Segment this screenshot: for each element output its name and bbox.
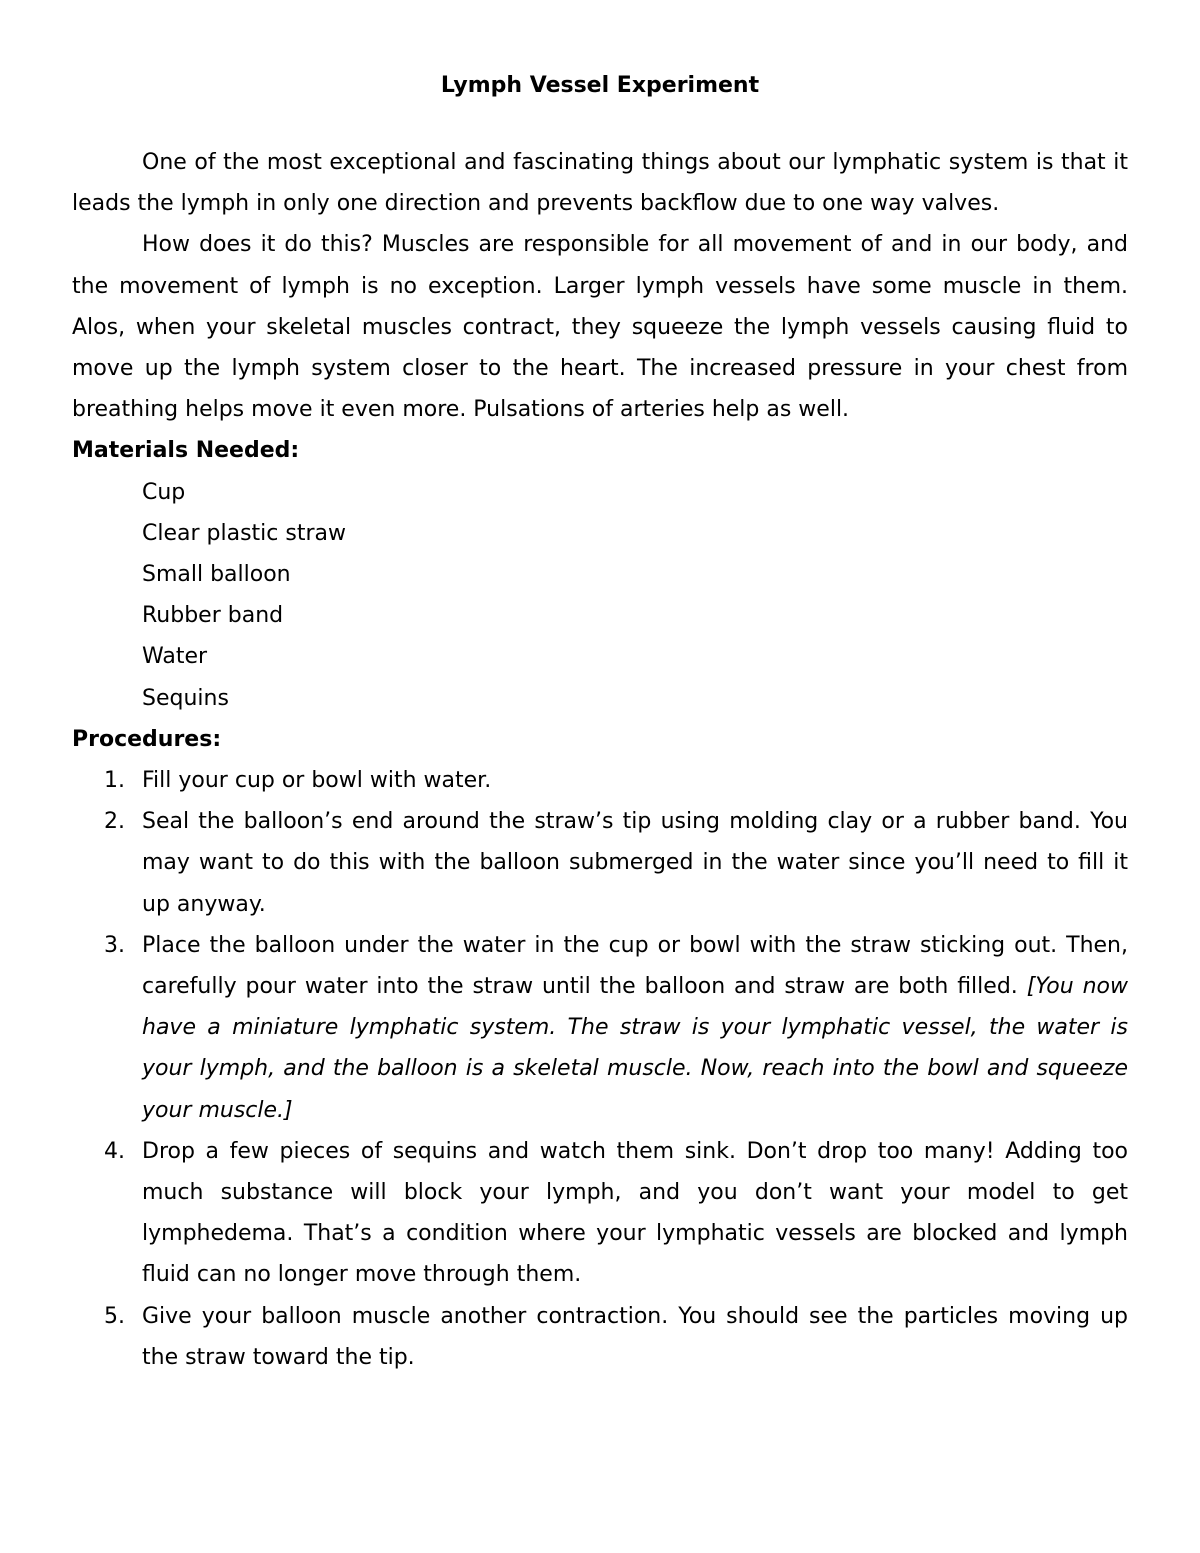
step-number: 1. [104,768,125,794]
step-number: 2. [104,809,125,835]
procedures-heading: Procedures: [72,726,222,752]
procedure-step [72,760,1128,801]
material-item: Small balloon [142,562,291,588]
material-item: Cup [142,479,186,505]
material-item: Sequins [142,685,229,711]
step-text: Drop a few pieces of sequins and watch them sink. Don’t drop too many! Adding too much substance will block your lymph, and you don’t want your model to get lymphedema. That’s a condition where your lymphatic vessels are blocked and lymph fluid can no longer move through them. [142,1138,1128,1288]
explanation-paragraph: How does it do this? Muscles are responsible for all movement of and in our body, and the movement of lymph is no exception. Larger lymph vessels have some muscle in them. Alos, when your skeletal muscles contract, they squeeze the lymph vessels causing fluid to move up the lymph system closer to the heart. The increased pressure in your chest from breathing helps move it even more. Pulsations of arteries help as well. [72,232,1128,423]
document-title: Lymph Vessel Experiment [440,73,760,98]
procedure-step [72,925,1128,1131]
step-number: 4. [104,1138,125,1164]
intro-paragraph: One of the most exceptional and fascinating things about our lymphatic system is that it leads the lymph in only one direction and prevents backflow due to one way valves. [72,150,1128,217]
step-note: [You now have a miniature lymphatic system. The straw is your lymphatic vessel, the water is your lymph, and the balloon is a skeletal muscle. Now, reach into the bowl and squeeze your muscle.] [142,974,1128,1123]
procedures-list [72,760,1128,1378]
material-item: Rubber band [142,603,284,629]
procedure-step [72,1296,1128,1378]
procedure-step [72,801,1128,925]
step-number: 5. [104,1303,125,1329]
step-number: 3. [104,932,125,958]
step-text: Seal the balloon’s end around the straw’s tip using molding clay or a rubber band. You may want to do this with the balloon submerged in the water since you’ll need to fill it up anyway. [142,809,1128,917]
step-text: Fill your cup or bowl with water. [142,768,492,794]
document-page [72,68,1128,1378]
material-item: Water [142,644,208,670]
step-text: Place the balloon under the water in the cup or bowl with the straw sticking out. Then, carefully pour water into the straw until the balloon and straw are both filled. [142,932,1128,1000]
materials-list [72,472,1128,719]
material-item: Clear plastic straw [142,520,346,546]
procedure-step [72,1131,1128,1296]
step-text: Give your balloon muscle another contraction. You should see the particles moving up the straw toward the tip. [142,1303,1128,1370]
materials-heading: Materials Needed: [72,438,300,464]
